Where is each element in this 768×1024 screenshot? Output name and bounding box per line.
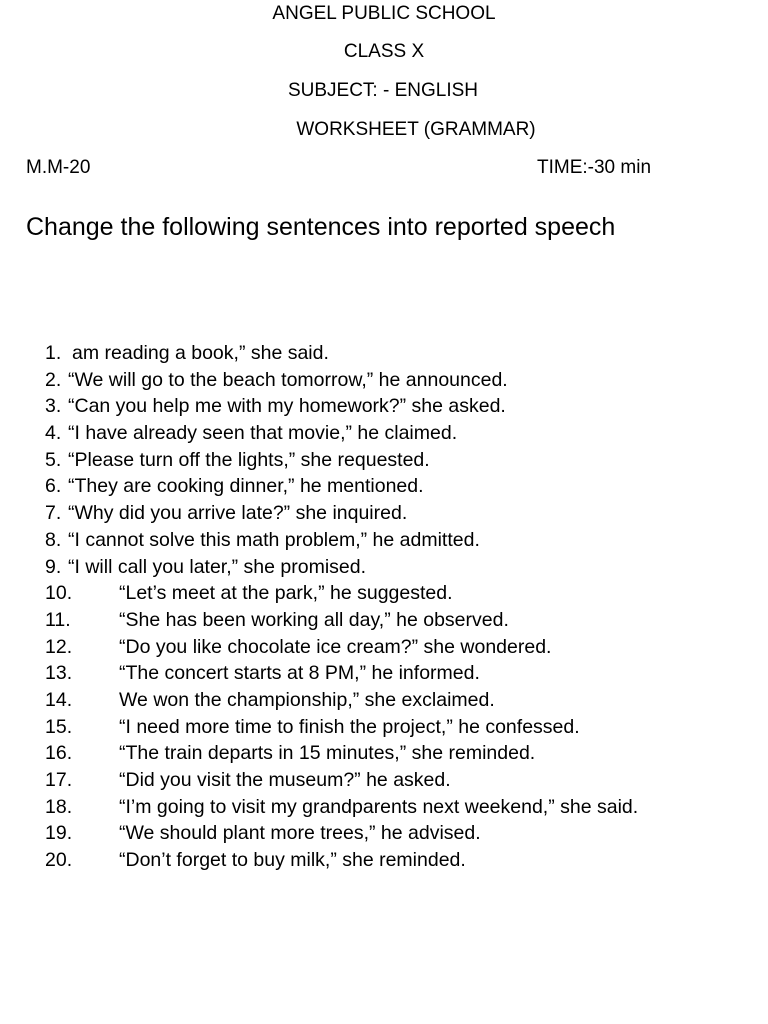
question-text: “Do you like chocolate ice cream?” she wondered. xyxy=(119,635,552,658)
question-text: “Why did you arrive late?” she inquired. xyxy=(68,502,408,525)
question-item xyxy=(0,528,768,555)
question-item xyxy=(0,715,768,742)
question-text: am reading a book,” she said. xyxy=(72,342,329,364)
class-label: CLASS X xyxy=(343,41,425,62)
question-text: “She has been working all day,” he observed. xyxy=(119,608,509,631)
question-item xyxy=(0,448,768,475)
question-text: “The concert starts at 8 PM,” he informed. xyxy=(119,662,480,685)
question-item xyxy=(0,768,768,795)
question-text: “Did you visit the museum?” he asked. xyxy=(119,769,451,791)
question-item xyxy=(0,421,768,448)
worksheet-title: WORKSHEET (GRAMMAR) xyxy=(296,119,536,140)
question-text: “Can you help me with my homework?” she asked. xyxy=(68,395,506,418)
question-number: 11. xyxy=(45,608,71,631)
question-number: 8. xyxy=(45,528,62,551)
question-number: 10. xyxy=(45,582,73,605)
question-item xyxy=(0,394,768,421)
question-item xyxy=(0,741,768,768)
question-text: “Don’t forget to buy milk,” she reminded. xyxy=(119,849,466,872)
question-item xyxy=(0,848,768,875)
question-text: “We will go to the beach tomorrow,” he announced. xyxy=(68,368,508,391)
question-number: 14. xyxy=(45,688,73,711)
question-number: 4. xyxy=(45,422,62,445)
question-item xyxy=(0,501,768,528)
question-number: 20. xyxy=(45,849,73,872)
question-number: 17. xyxy=(45,769,73,791)
question-number: 18. xyxy=(45,795,73,818)
question-item xyxy=(0,795,768,822)
question-item xyxy=(0,608,768,635)
question-text: “I cannot solve this math problem,” he admitted. xyxy=(68,528,480,551)
max-marks: M.M-20 xyxy=(26,157,91,178)
question-item xyxy=(0,341,768,368)
question-list xyxy=(0,341,768,875)
question-item xyxy=(0,581,768,608)
question-item xyxy=(0,661,768,688)
question-item xyxy=(0,635,768,662)
question-number: 9. xyxy=(45,555,62,578)
question-number: 15. xyxy=(45,715,73,738)
question-item xyxy=(0,555,768,582)
question-number: 6. xyxy=(45,475,62,498)
question-number: 13. xyxy=(45,662,73,685)
question-number: 3. xyxy=(45,395,62,418)
question-text: “I have already seen that movie,” he claimed. xyxy=(68,422,458,445)
question-text: “We should plant more trees,” he advised. xyxy=(119,822,481,845)
subject-label: SUBJECT: - ENGLISH xyxy=(287,80,479,101)
question-number: 2. xyxy=(45,368,62,391)
question-number: 16. xyxy=(45,742,73,765)
question-item xyxy=(0,688,768,715)
instruction-heading: Change the following sentences into reported speech xyxy=(26,213,616,241)
question-text: “Please turn off the lights,” she requested. xyxy=(68,448,430,471)
question-item xyxy=(0,821,768,848)
question-number: 19. xyxy=(45,822,73,845)
question-text: “I will call you later,” she promised. xyxy=(68,555,367,578)
question-text: “I’m going to visit my grandparents next weekend,” she said. xyxy=(119,795,639,818)
question-number: 12. xyxy=(45,635,73,658)
question-item xyxy=(0,474,768,501)
time-limit: TIME:-30 min xyxy=(537,157,652,178)
question-text: “They are cooking dinner,” he mentioned. xyxy=(68,475,424,498)
question-text: We won the championship,” she exclaimed. xyxy=(119,688,495,711)
question-number: 7. xyxy=(45,502,62,525)
question-text: “The train departs in 15 minutes,” she reminded. xyxy=(119,742,536,765)
question-number: 1. xyxy=(45,342,62,364)
question-number: 5. xyxy=(45,448,62,471)
question-text: “I need more time to finish the project,” he confessed. xyxy=(119,715,580,738)
school-name: ANGEL PUBLIC SCHOOL xyxy=(272,3,496,24)
question-item xyxy=(0,368,768,395)
question-text: “Let’s meet at the park,” he suggested. xyxy=(119,582,453,605)
